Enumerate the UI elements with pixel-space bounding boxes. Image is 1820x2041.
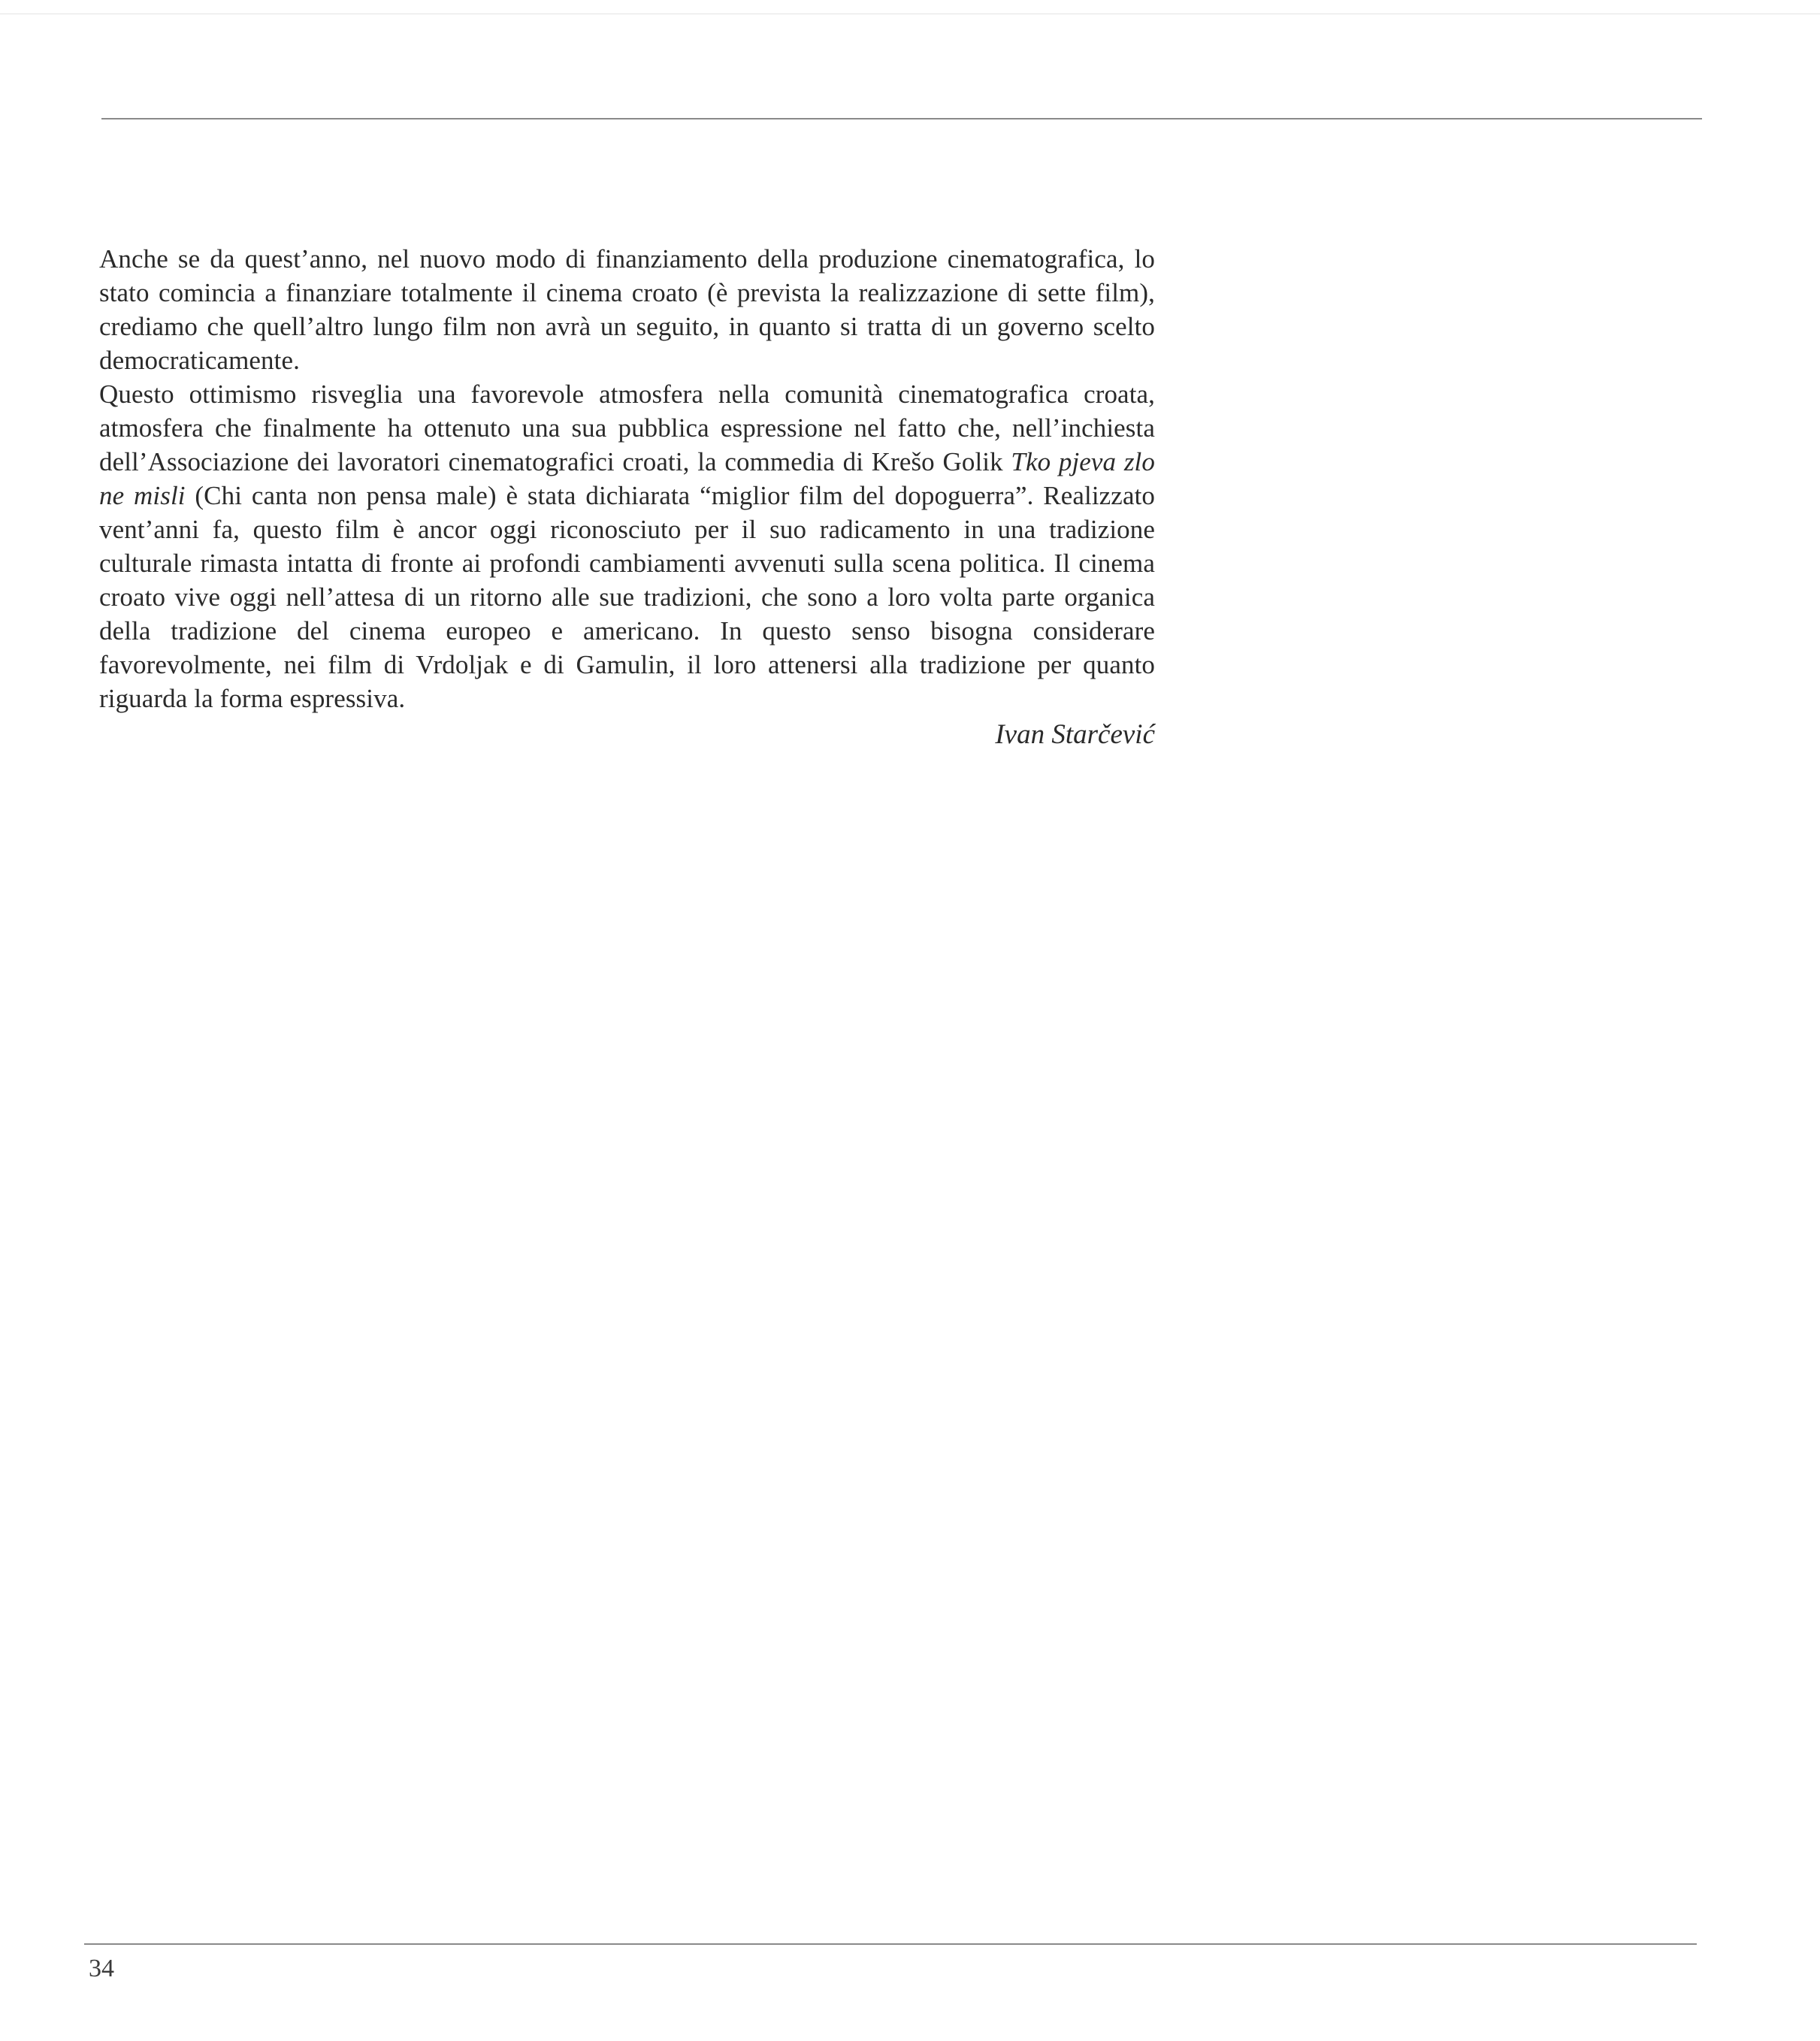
article-paragraph-2 [99,377,1155,715]
film-title: Tko pjeva zlo ne misli [99,447,1155,510]
article-body [99,242,1155,753]
article-paragraph-1: Anche se da quest’anno, nel nuovo modo di finanziamento della produzione cinematografica, lo stato comincia a finanziare totalmente il cinema croato (è prevista la realizzazione di sette film), crediamo che quell’altro lungo film non avrà un seguito, in quanto si tratta di un governo scelto democraticamente. [99,244,1155,375]
author-signature: Ivan Starčević [995,719,1155,750]
header-rule [101,118,1702,119]
page-number: 34 [89,1955,114,1982]
paragraph-2-text-after-title: (Chi canta non pensa male) è stata dichiarata “miglior film del dopoguerra”. Realizzato vent’anni fa, questo film è ancor oggi riconosciuto per il suo radicamento in una tradizione culturale rimasta intatta di fronte ai profondi cambiamenti avvenuti sulla scena politica. Il cinema croato vive oggi nell’attesa di un ritorno alle sue tradizioni, che sono a loro volta parte organica della tradizione del cinema europeo e americano. In questo senso bisogna considerare favorevolmente, nei film di Vrdoljak e di Gamulin, il loro attenersi alla tradizione per quanto riguarda la forma espressiva. [99,481,1156,713]
paragraph-2-text-before-title: Questo ottimismo risveglia una favorevole atmosfera nella comunità cinematografica croata, atmosfera che finalmente ha ottenuto una sua pubblica espressione nel fatto che, nell’inchiesta dell’Associazione dei lavoratori cinematografici croati, la commedia di Krešo Golik [99,379,1155,476]
footer-rule [84,1943,1697,1945]
